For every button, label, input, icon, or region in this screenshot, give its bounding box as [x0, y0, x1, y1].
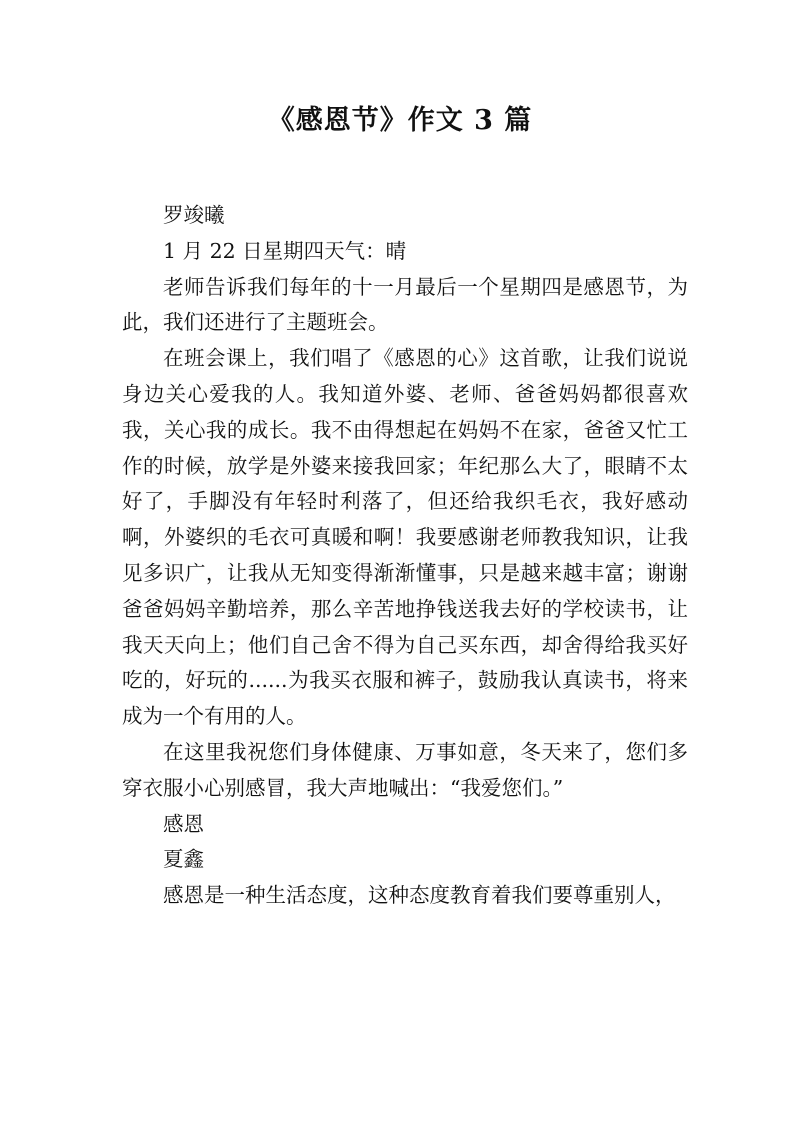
author-name-2: 夏鑫: [163, 847, 204, 872]
document-title: 《感恩节》作文 3 篇: [267, 105, 533, 136]
paragraph-class-meeting: 在班会课上，我们唱了《感恩的心》这首歌，让我们说说身边关心爱我的人。我知道外婆、老师、爸爸妈妈都很喜欢我，关心我的成长。我不由得想起在妈妈不在家，爸爸又忙工作的时候，放学是外婆来接我回家；年纪那么大了，眼睛不太好了，手脚没有年轻时利落了，但还给我织毛衣，我好感动啊，外婆织的毛衣可真暖和啊！我要感谢老师教我知识，让我见多识广，让我从无知变得渐渐懂事，只是越来越丰富；谢谢爸爸妈妈辛勤培养，那么辛苦地挣钱送我去好的学校读书，让我天天向上；他们自己舍不得为自己买东西，却舍得给我买好吃的，好玩的......为我买衣服和裤子，鼓励我认真读书，将来成为一个有用的人。: [122, 346, 688, 729]
section-title-gratitude: 感恩: [163, 811, 204, 836]
author-name: 罗竣曦: [163, 203, 225, 227]
paragraph-attitude: 感恩是一种生活态度，这种态度教育着我们要尊重别人，: [163, 883, 676, 908]
date-weather-line: 1 月 22 日星期四天气：晴: [163, 238, 407, 263]
paragraph-wishes: 在这里我祝您们身体健康、万事如意，冬天来了，您们多穿衣服小心别感冒，我大声地喊出：“我爱您们。”: [122, 739, 688, 800]
document-body: [122, 198, 688, 914]
paragraph-intro: 老师告诉我们每年的十一月最后一个星期四是感恩节，为此，我们还进行了主题班会。: [122, 274, 688, 335]
